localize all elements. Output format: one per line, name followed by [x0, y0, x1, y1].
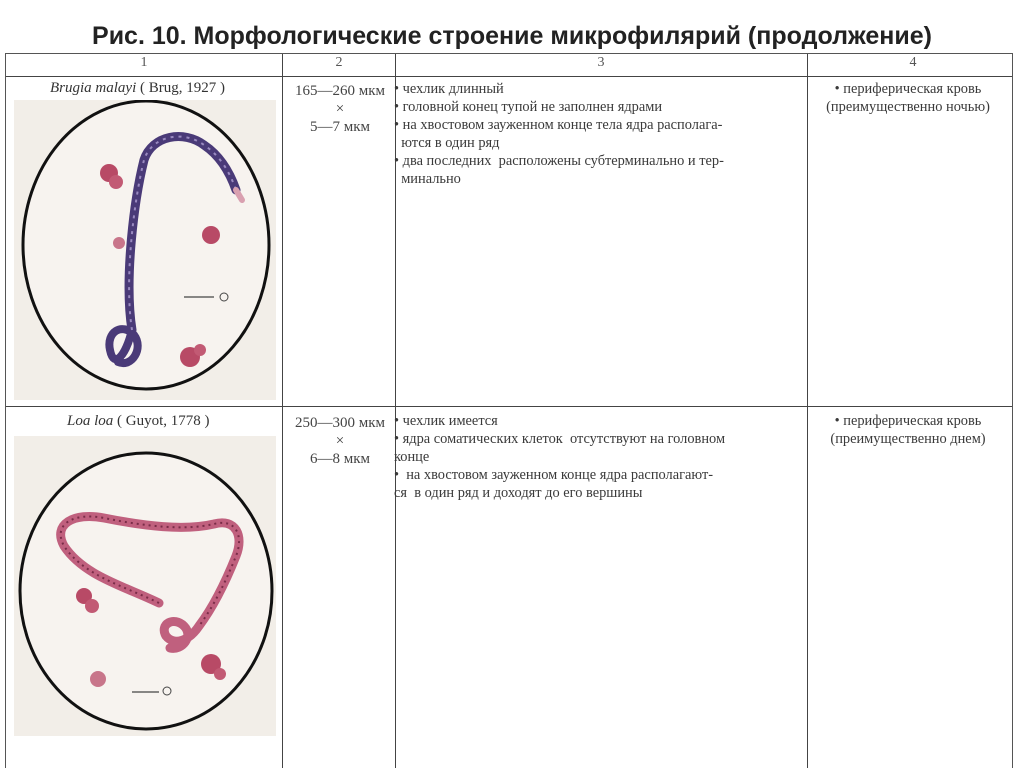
size-1 — [280, 82, 400, 136]
feature-item: • ядра соматических клеток отсутствуют на головном — [394, 431, 726, 447]
col-header-4: 4 — [909, 55, 917, 70]
localization-1 — [806, 80, 1010, 116]
localization-2 — [806, 412, 1010, 448]
col-header-2: 2 — [335, 55, 343, 70]
species-author-2: ( Guyot, 1778 ) — [117, 413, 210, 429]
size-times-1: × — [335, 101, 345, 117]
features-1 — [394, 80, 804, 188]
species-name-2 — [67, 413, 210, 430]
localization-time-2: (преимущественно днем) — [830, 431, 986, 447]
species-name-1 — [50, 80, 225, 97]
localization-site-1: • периферическая кровь — [834, 81, 982, 97]
size-2 — [280, 414, 400, 468]
size-width-1: 5—7 мкм — [309, 119, 371, 135]
feature-item: • чехлик имеется — [394, 413, 498, 429]
size-length-1: 165—260 мкм — [294, 83, 386, 99]
species-latin-1: Brugia malayi — [50, 80, 137, 96]
features-2 — [394, 412, 804, 502]
feature-item: • на хвостовом зауженном конце тела ядра располага- — [394, 117, 723, 133]
col-divider-3 — [807, 54, 808, 768]
feature-item: • два последних расположены субтерминально и тер- — [394, 153, 724, 169]
col-divider-1 — [282, 54, 283, 768]
size-times-2: × — [335, 433, 345, 449]
feature-item: • на хвостовом зауженном конце ядра располагают- — [394, 467, 714, 483]
feature-item: • головной конец тупой не заполнен ядрами — [394, 99, 663, 115]
figure-title: Рис. 10. Морфологические строение микрофилярий (продолжение) — [92, 22, 932, 50]
feature-item: • чехлик длинный — [394, 81, 504, 97]
feature-item: минально — [394, 171, 461, 187]
localization-site-2: • периферическая кровь — [834, 413, 982, 429]
col-header-1: 1 — [140, 55, 148, 70]
micrograph-brugia-malayi — [14, 100, 276, 400]
header-divider — [6, 76, 1012, 77]
species-author-1: ( Brug, 1927 ) — [140, 80, 225, 96]
localization-time-1: (преимущественно ночью) — [826, 99, 990, 115]
size-width-2: 6—8 мкм — [309, 451, 371, 467]
species-latin-2: Loa loa — [67, 413, 114, 429]
col-header-3: 3 — [597, 55, 605, 70]
row-divider — [6, 406, 1012, 407]
feature-item: ются в один ряд — [394, 135, 500, 151]
size-length-2: 250—300 мкм — [294, 415, 386, 431]
feature-item: конце — [394, 449, 430, 465]
micrograph-loa-loa — [14, 436, 276, 736]
feature-item: ся в один ряд и доходят до его вершины — [394, 485, 643, 501]
